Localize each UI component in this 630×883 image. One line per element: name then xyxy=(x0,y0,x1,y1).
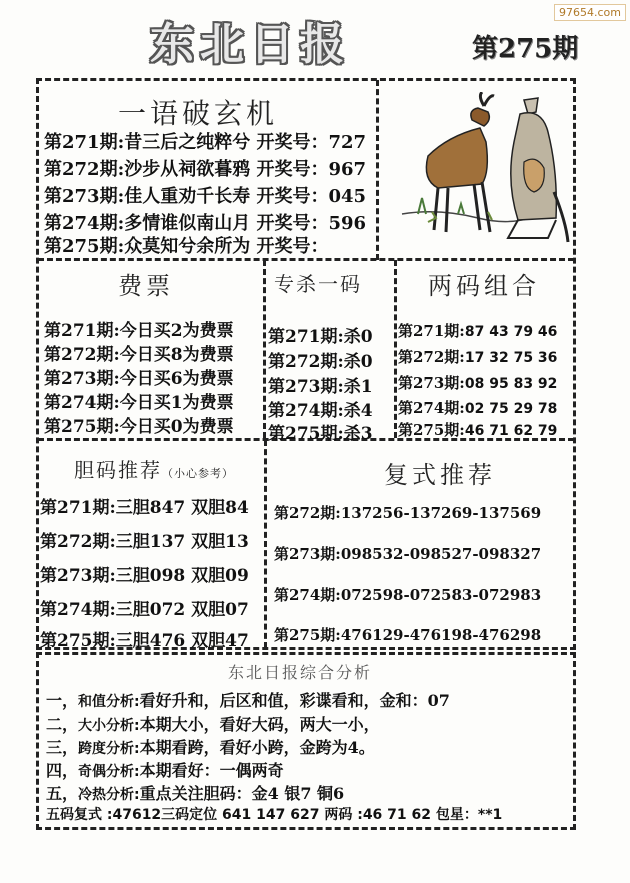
dan-ma-row: 第275期:三胆476 双胆47 xyxy=(40,631,249,651)
analysis-row: 四，奇偶分析:本期看好：一偶两奇 xyxy=(46,761,284,780)
dan-ma-row: 第273期:三胆098 双胆09 xyxy=(40,566,249,586)
riddle-row: 第273期:佳人重劝千长寿 开奖号：045 xyxy=(44,186,367,207)
dan-ma-title: 胆码推荐（小心参考） xyxy=(74,458,234,482)
divider-row1 xyxy=(38,258,574,261)
dan-ma-row: 第272期:三胆137 双胆13 xyxy=(40,532,249,552)
dan-ma-row: 第274期:三胆072 双胆07 xyxy=(40,600,249,620)
fei-piao-row: 第275期:今日买0为费票 xyxy=(44,417,234,437)
zhuan-sha-row: 第275期:杀3 xyxy=(268,424,373,444)
liang-ma-row: 第275期:46 71 62 79 xyxy=(398,421,558,439)
liang-ma-row: 第274期:02 75 29 78 xyxy=(398,399,558,417)
fei-piao-title: 费票 xyxy=(118,272,174,300)
analysis-footer: 五码复式 :47612三码定位 641 147 627 两码 :46 71 62 包星：**1 xyxy=(46,807,503,823)
liang-ma-row: 第272期:17 32 75 36 xyxy=(398,348,558,366)
divider-fei-sha xyxy=(263,260,266,438)
divider-dan-fu xyxy=(264,440,267,648)
analysis-row: 三，跨度分析:本期看跨，看好小跨，金跨为4。 xyxy=(46,738,375,757)
fu-shi-row: 第273期:098532-098527-098327 xyxy=(274,545,542,563)
divider-sha-liang xyxy=(394,260,397,438)
animal-illustration xyxy=(398,92,570,252)
liang-ma-row: 第271期:87 43 79 46 xyxy=(398,322,558,340)
fei-piao-row: 第271期:今日买2为费票 xyxy=(44,321,234,341)
issue-number: 第275期 xyxy=(472,34,579,64)
riddle-row: 第271期:昔三后之纯粹兮 开奖号：727 xyxy=(44,132,367,153)
zhuan-sha-row: 第273期:杀1 xyxy=(268,377,373,397)
dan-ma-row: 第271期:三胆847 双胆84 xyxy=(40,498,249,518)
riddle-title: 一语破玄机 xyxy=(118,97,279,130)
fei-piao-row: 第274期:今日买1为费票 xyxy=(44,393,234,413)
zhuan-sha-row: 第271期:杀0 xyxy=(268,327,373,347)
liang-ma-title: 两码组合 xyxy=(428,272,540,300)
fu-shi-row: 第275期:476129-476198-476298 xyxy=(274,626,542,644)
site-watermark: 97654.com xyxy=(554,4,626,21)
zhuan-sha-title: 专杀一码 xyxy=(274,272,362,296)
fei-piao-row: 第273期:今日买6为费票 xyxy=(44,369,234,389)
analysis-title: 东北日报综合分析 xyxy=(228,663,373,682)
kangaroo-figure xyxy=(508,98,568,242)
fu-shi-row: 第272期:137256-137269-137569 xyxy=(274,504,542,522)
masthead-title: 东北日报 xyxy=(150,19,350,70)
analysis-row: 二，大小分析:本期大小，看好大码，两大一小， xyxy=(46,715,380,734)
riddle-row: 第275期:众莫知兮余所为 开奖号： xyxy=(44,236,329,257)
fu-shi-title: 复式推荐 xyxy=(384,461,496,489)
dan-ma-note: （小心参考） xyxy=(162,467,234,480)
analysis-row: 一，和值分析:看好升和，后区和值，彩谍看和，金和：07 xyxy=(46,691,450,710)
riddle-row: 第272期:沙步从祠欲暮鸦 开奖号：967 xyxy=(44,159,367,180)
analysis-row: 五，冷热分析:重点关注胆码：金4 银7 铜6 xyxy=(46,784,345,803)
antelope-figure xyxy=(426,92,494,232)
zhuan-sha-row: 第274期:杀4 xyxy=(268,401,373,421)
fu-shi-row: 第274期:072598-072583-072983 xyxy=(274,586,542,604)
fei-piao-row: 第272期:今日买8为费票 xyxy=(44,345,234,365)
divider-riddle-art xyxy=(376,80,379,260)
liang-ma-row: 第273期:08 95 83 92 xyxy=(398,374,558,392)
zhuan-sha-row: 第272期:杀0 xyxy=(268,352,373,372)
riddle-row: 第274期:多情谁似南山月 开奖号：596 xyxy=(44,213,367,234)
